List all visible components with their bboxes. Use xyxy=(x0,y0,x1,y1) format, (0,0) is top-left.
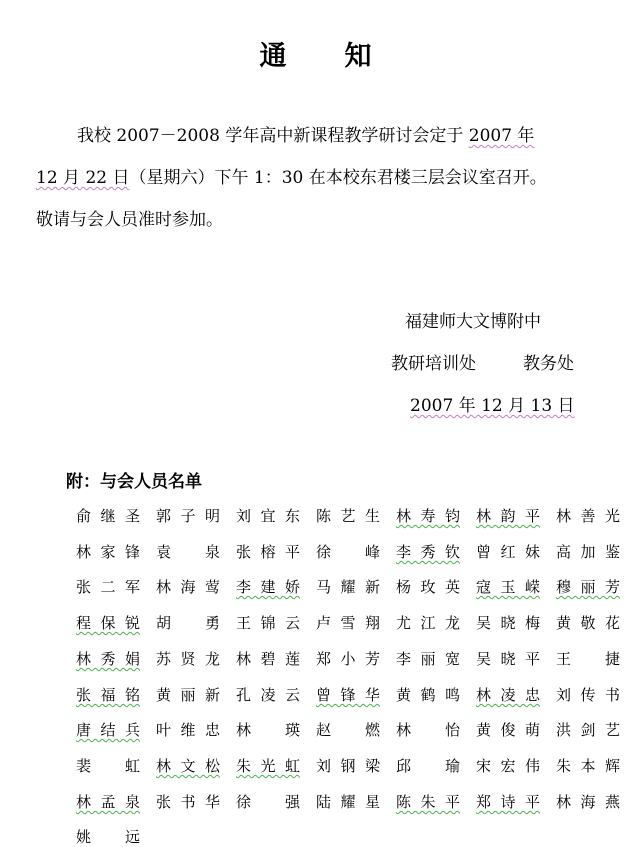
attendee-name: 郑诗平 xyxy=(476,793,540,811)
attendee-name: 刘传书 xyxy=(556,686,620,704)
attendee-name: 袁 泉 xyxy=(156,543,220,561)
attendee-name: 徐 强 xyxy=(236,793,300,811)
attendee-name: 朱本辉 xyxy=(556,757,620,775)
attendee-name: 徐 峰 xyxy=(316,543,380,561)
attendee-name: 洪剑艺 xyxy=(556,721,620,739)
attendee-name: 林 怡 xyxy=(396,721,460,739)
attendee-name: 林家锋 xyxy=(76,543,140,561)
attendee-name: 高加鉴 xyxy=(556,543,620,561)
signature-org: 福建师大文博附中 xyxy=(405,312,541,332)
attendee-name: 吴晓梅 xyxy=(476,614,540,632)
attendee-name: 林 瑛 xyxy=(236,721,300,739)
attendee-name: 俞继圣 xyxy=(76,507,140,525)
attendee-name: 张书华 xyxy=(156,793,220,811)
attendee-name: 杨玫英 xyxy=(396,578,460,596)
attendee-name: 寇玉嵘 xyxy=(476,578,540,596)
attendee-name: 陈艺生 xyxy=(316,507,380,525)
attendee-name: 林海燕 xyxy=(556,793,620,811)
attendee-name: 吴晓平 xyxy=(476,650,540,668)
attendee-name: 朱光虹 xyxy=(236,757,300,775)
attendee-name: 李秀钦 xyxy=(396,543,460,561)
signature-dept-academic: 教务处 xyxy=(523,354,574,374)
attendee-name: 姚 远 xyxy=(76,828,140,846)
attendee-name: 陈朱平 xyxy=(396,793,460,811)
notice-line-1 xyxy=(77,126,631,146)
signature-dept-research: 教研培训处 xyxy=(391,354,476,374)
attendee-name: 王 捷 xyxy=(556,650,620,668)
attendee-name: 林文松 xyxy=(156,757,220,775)
notice-line-1-prefix: 我校 2007－2008 学年高中新课程教学研讨会定于 xyxy=(77,126,464,146)
attendee-name: 赵 燃 xyxy=(316,721,380,739)
notice-line-2 xyxy=(36,168,596,188)
attendee-name: 刘宜东 xyxy=(236,507,300,525)
notice-line-2-rest: （星期六）下午 1：30 在本校东君楼三层会议室召开。 xyxy=(129,168,547,188)
attendee-name: 黄敬花 xyxy=(556,614,620,632)
attendee-name: 陆耀星 xyxy=(316,793,380,811)
attendee-name: 林凌忠 xyxy=(476,686,540,704)
attendee-name: 黄丽新 xyxy=(156,686,220,704)
attendee-name: 郑小芳 xyxy=(316,650,380,668)
attendee-name: 张榕平 xyxy=(236,543,300,561)
attendee-name: 曾红妹 xyxy=(476,543,540,561)
signature-date: 2007 年 12 月 13 日 xyxy=(410,396,575,416)
attendee-name: 李丽宽 xyxy=(396,650,460,668)
attendee-name: 林孟泉 xyxy=(76,793,140,811)
attendee-name: 孔凌云 xyxy=(236,686,300,704)
attendee-name: 穆丽芳 xyxy=(556,578,620,596)
attendee-name: 邱 瑜 xyxy=(396,757,460,775)
attendee-name: 唐结兵 xyxy=(76,721,140,739)
attendee-name: 李建娇 xyxy=(236,578,300,596)
attendee-name: 林碧莲 xyxy=(236,650,300,668)
attendee-name: 张二军 xyxy=(76,578,140,596)
attendee-name: 林韵平 xyxy=(476,507,540,525)
attendee-name: 马耀新 xyxy=(316,578,380,596)
attendee-name: 林寿钧 xyxy=(396,507,460,525)
attendees-title: 附：与会人员名单 xyxy=(66,472,202,492)
attendee-name: 曾锋华 xyxy=(316,686,380,704)
attendee-name: 林善光 xyxy=(556,507,620,525)
attendee-name: 黄鹤鸣 xyxy=(396,686,460,704)
attendee-name: 尤江龙 xyxy=(396,614,460,632)
attendee-name: 郭子明 xyxy=(156,507,220,525)
notice-line-2-date: 12 月 22 日 xyxy=(36,168,130,188)
attendee-name: 胡 勇 xyxy=(156,614,220,632)
attendee-name: 林海莺 xyxy=(156,578,220,596)
title-char-1: 通 xyxy=(259,41,287,72)
notice-line-3: 敬请与会人员准时参加。 xyxy=(36,210,223,230)
attendee-name: 宋宏伟 xyxy=(476,757,540,775)
attendee-name: 黄俊萌 xyxy=(476,721,540,739)
notice-title xyxy=(0,34,631,73)
attendee-name: 苏贤龙 xyxy=(156,650,220,668)
attendee-name: 程保锐 xyxy=(76,614,140,632)
attendee-name: 卢雪翔 xyxy=(316,614,380,632)
attendee-name: 张福铭 xyxy=(76,686,140,704)
attendee-name: 王锦云 xyxy=(236,614,300,632)
attendee-name: 刘钢梁 xyxy=(316,757,380,775)
attendee-name: 叶维忠 xyxy=(156,721,220,739)
title-char-2: 知 xyxy=(344,41,372,72)
attendee-name: 林秀娟 xyxy=(76,650,140,668)
attendee-name: 裴 虹 xyxy=(76,757,140,775)
notice-line-1-year: 2007 年 xyxy=(468,126,535,146)
